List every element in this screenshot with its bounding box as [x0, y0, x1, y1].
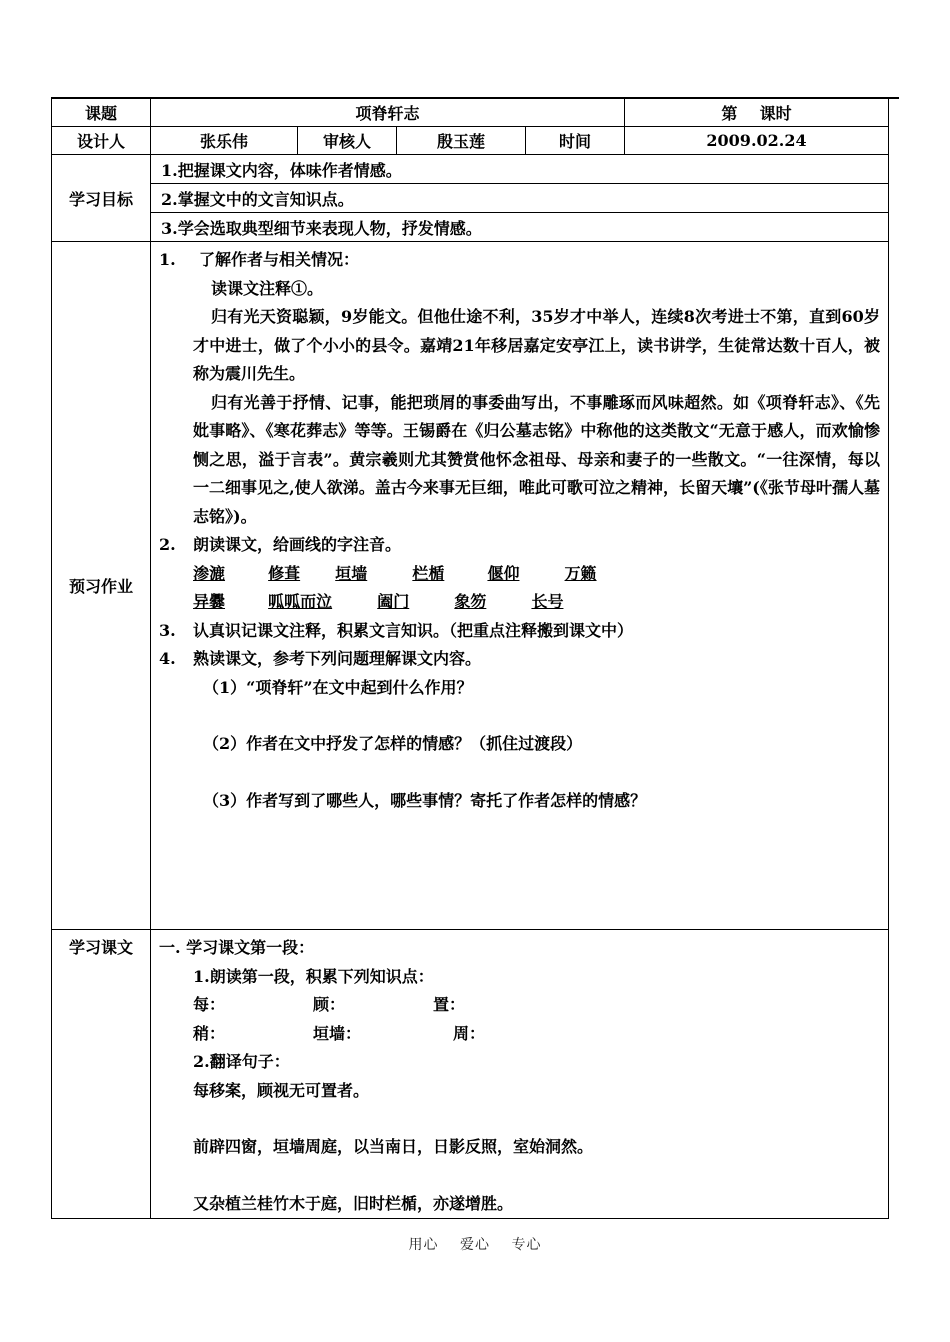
study-knowledge-title: 1.朗读第一段，积累下列知识点：	[193, 966, 434, 986]
prep-q2: 2. 朗读课文，给画线的字注音。	[159, 535, 402, 554]
goal-item-2: 2.掌握文中的文言知识点。	[151, 184, 889, 213]
study-knowledge-row-2	[159, 1020, 880, 1049]
knowledge-2: 顾：	[313, 995, 346, 1014]
word-4: 栏楯	[412, 563, 445, 583]
designer-row	[52, 127, 889, 155]
word-11: 长号	[531, 592, 564, 611]
word-list-1	[159, 560, 880, 589]
topic-label: 课题	[52, 99, 151, 127]
translate-sentence-1: 每移案，顾视无可置者。	[193, 1080, 370, 1100]
footer-text-1: 用心	[408, 1237, 439, 1253]
reviewer-label: 审核人	[298, 127, 397, 155]
page-footer	[0, 1234, 950, 1254]
knowledge-1: 每：	[193, 995, 226, 1014]
study-row	[52, 930, 889, 1219]
footer-text-2: 爱心	[460, 1237, 490, 1253]
prep-q1: 1. 了解作者与相关情况：	[159, 250, 360, 269]
study-content	[151, 930, 889, 1219]
knowledge-5: 垣墙：	[313, 1023, 362, 1043]
knowledge-3: 置：	[433, 995, 466, 1014]
designer-value: 张乐伟	[151, 127, 298, 155]
prep-label: 预习作业	[52, 242, 151, 930]
study-section-1: 一. 学习课文第一段：	[159, 938, 315, 957]
topic-value: 项脊轩志	[151, 99, 625, 127]
lesson-plan-table	[51, 98, 889, 1219]
word-1: 渗漉	[193, 563, 226, 583]
study-knowledge-row-1	[159, 991, 880, 1020]
word-3: 垣墙	[335, 563, 368, 583]
lesson-label: 第 课时	[625, 99, 889, 127]
goal-row-2	[52, 184, 889, 213]
prep-q1-note: 读课文注释①。	[211, 278, 324, 298]
goal-row-3	[52, 213, 889, 242]
word-7: 异爨	[193, 592, 226, 611]
time-value: 2009.02.24	[625, 127, 889, 155]
time-label: 时间	[526, 127, 625, 155]
topic-row	[52, 99, 889, 127]
word-9: 阖门	[377, 592, 410, 611]
word-10: 象笏	[454, 592, 487, 611]
knowledge-6: 周：	[453, 1023, 486, 1043]
knowledge-4: 稍：	[193, 1023, 226, 1043]
goal-item-3: 3.学会选取典型细节来表现人物，抒发情感。	[151, 213, 889, 242]
study-translate-title: 2.翻译句子：	[193, 1052, 290, 1071]
lesson-plan-sheet	[51, 98, 888, 1214]
prep-row	[52, 242, 889, 930]
prep-q4-sub3: （3）作者写到了哪些人，哪些事情？寄托了作者怎样的情感？	[203, 790, 647, 810]
prep-content	[151, 242, 889, 930]
prep-q4-sub1: （1）“项脊轩”在文中起到什么作用？	[203, 677, 473, 697]
word-5: 偃仰	[487, 563, 520, 583]
word-8: 呱呱而泣	[268, 592, 333, 611]
prep-q4-sub2: （2）作者在文中抒发了怎样的情感？（抓住过渡段）	[203, 734, 583, 753]
word-2: 修葺	[268, 563, 301, 583]
prep-q1-para1: 归有光天资聪颖，9岁能文。但他仕途不利，35岁才中举人，连续8次考进士不第，直到60岁才中进士，做了个小小的县令。嘉靖21年移居嘉定安亭江上，读书讲学，生徒常达数十百人，被称为震川先生。	[193, 307, 881, 383]
designer-label: 设计人	[52, 127, 151, 155]
goal-row-1	[52, 155, 889, 184]
footer-text-3: 专心	[511, 1237, 542, 1253]
translate-sentence-2: 前辟四窗，垣墙周庭，以当南日，日影反照，室始洞然。	[193, 1137, 594, 1156]
word-6: 万籁	[564, 563, 597, 583]
word-list-2	[159, 588, 880, 617]
prep-q1-para2: 归有光善于抒情、记事，能把琐屑的事委曲写出，不事雕琢而风味超然。如《项脊轩志》、《先妣事略》、《寒花葬志》等等。王锡爵在《归公墓志铭》中称他的这类散文“无意于感人，而欢愉惨恻之思，溢于言表”。黄宗羲则尤其赞赏他怀念祖母、母亲和妻子的一些散文。“一往深情，每以一二细事见之,使人欲涕。盖古今来事无巨细，唯此可歌可泣之精神，长留天壤”(《张节母叶孺人墓志铭》)。	[193, 392, 881, 526]
translate-sentence-3: 又杂植兰桂竹木于庭，旧时栏楯，亦遂增胜。	[193, 1193, 514, 1213]
study-label: 学习课文	[52, 930, 151, 1219]
reviewer-value: 殷玉莲	[397, 127, 526, 155]
goal-item-1: 1.把握课文内容，体味作者情感。	[151, 155, 889, 184]
prep-q3: 3. 认真识记课文注释，积累文言知识。（把重点注释搬到课文中）	[159, 620, 634, 640]
goals-label: 学习目标	[52, 155, 151, 242]
prep-q4: 4. 熟读课文，参考下列问题理解课文内容。	[159, 649, 482, 668]
